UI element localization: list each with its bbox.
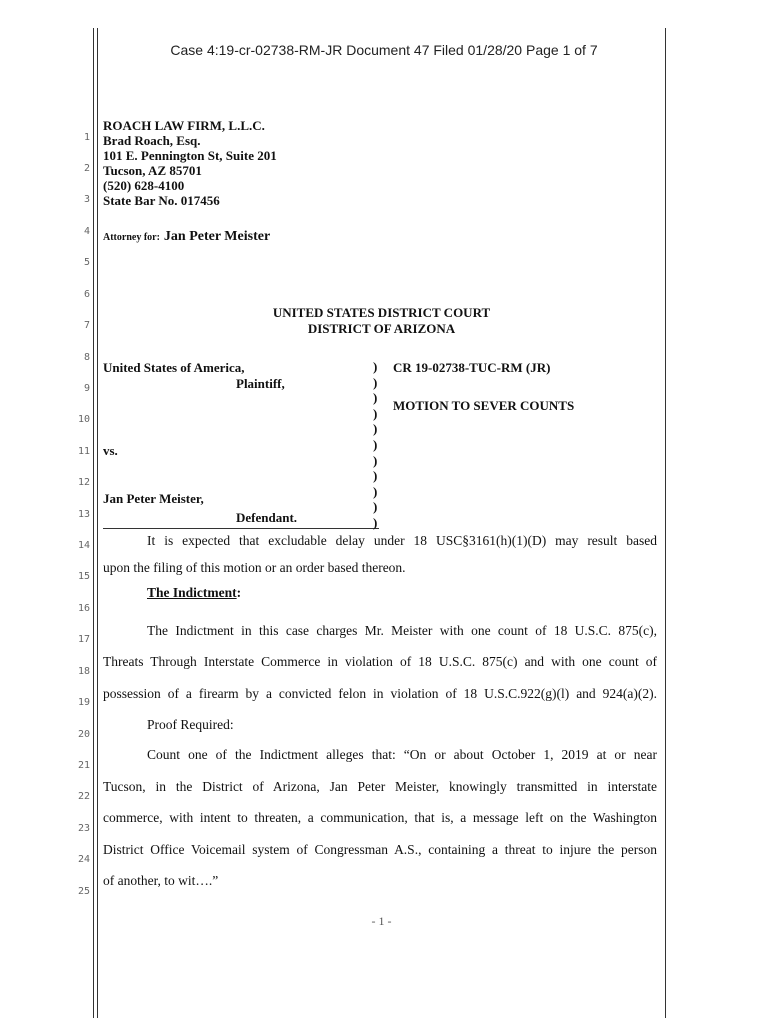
court-title xyxy=(98,305,665,337)
line-number: 3 xyxy=(83,194,90,205)
indictment-line-1: The Indictment in this case charges Mr. Meister with one count of 18 U.S.C. 875(c), xyxy=(147,623,657,638)
left-margin-rule-outer xyxy=(93,28,94,1018)
count-one-line-2: Tucson, in the District of Arizona, Jan Peter Meister, knowingly transmitted in interstate xyxy=(103,779,657,794)
line-number: 13 xyxy=(77,509,90,520)
indictment-heading-text: The Indictment xyxy=(147,585,237,600)
line-number: 14 xyxy=(77,540,90,551)
paren: ) xyxy=(373,405,378,421)
document-title: MOTION TO SEVER COUNTS xyxy=(393,398,575,413)
line-number: 8 xyxy=(83,352,90,363)
caption-parentheses xyxy=(373,359,377,531)
line-number: 4 xyxy=(83,226,90,237)
court-name: UNITED STATES DISTRICT COURT xyxy=(272,305,491,320)
right-margin-rule xyxy=(665,28,666,1018)
paren: ) xyxy=(373,374,378,390)
line-number: 15 xyxy=(77,571,90,582)
excludable-delay-line-2: upon the filing of this motion or an order based thereon. xyxy=(103,560,406,575)
caption-underline xyxy=(103,528,379,529)
count-one-line-5: of another, to wit….” xyxy=(103,873,219,888)
case-number: CR 19-02738-TUC-RM (JR) xyxy=(393,360,551,375)
line-number: 24 xyxy=(77,854,90,865)
line-number: 18 xyxy=(77,666,90,677)
attorney-block xyxy=(103,118,277,208)
case-header-stamp: Case 4:19-cr-02738-RM-JR Document 47 Filed 01/28/20 Page 1 of 7 xyxy=(170,42,598,58)
plaintiff-role: Plaintiff, xyxy=(236,376,285,391)
count-one-line-1: Count one of the Indictment alleges that: “On or about October 1, 2019 at or near xyxy=(147,747,657,762)
line-number: 20 xyxy=(77,729,90,740)
line-number: 1 xyxy=(83,132,90,143)
paren: ) xyxy=(373,452,378,468)
count-one-line-3: commerce, with intent to threaten, a communication, that is, a message left on the Washington xyxy=(103,810,657,825)
city-state-zip: Tucson, AZ 85701 xyxy=(103,163,202,178)
line-number: 7 xyxy=(83,320,90,331)
paren: ) xyxy=(373,359,378,374)
line-number: 21 xyxy=(77,760,90,771)
attorney-name: Brad Roach, Esq. xyxy=(103,133,201,148)
attorney-for-label: Attorney for: xyxy=(103,232,160,243)
line-number: 16 xyxy=(77,603,90,614)
phone-number: (520) 628-4100 xyxy=(103,178,185,193)
indictment-heading-colon: : xyxy=(236,585,242,600)
firm-name: ROACH LAW FIRM, L.L.C. xyxy=(103,118,265,133)
defendant-role: Defendant. xyxy=(236,510,298,525)
versus: vs. xyxy=(103,443,118,458)
line-number: 10 xyxy=(77,414,90,425)
paren: ) xyxy=(373,514,378,530)
paren: ) xyxy=(373,468,378,484)
state-bar-number: State Bar No. 017456 xyxy=(103,193,220,208)
attorney-for-name: Jan Peter Meister xyxy=(163,229,271,244)
line-number: 12 xyxy=(77,477,90,488)
line-number: 17 xyxy=(77,634,90,645)
line-number: 19 xyxy=(77,697,90,708)
left-margin-rule-inner xyxy=(97,28,98,1018)
line-number: 23 xyxy=(77,823,90,834)
line-number: 9 xyxy=(83,383,90,394)
attorney-for xyxy=(103,227,270,245)
line-number: 6 xyxy=(83,289,90,300)
court-district: DISTRICT OF ARIZONA xyxy=(307,321,456,336)
paren: ) xyxy=(373,390,378,406)
line-number: 11 xyxy=(77,446,90,457)
excludable-delay-line-1: It is expected that excludable delay under 18 USC§3161(h)(1)(D) may result based xyxy=(147,533,657,548)
paren: ) xyxy=(373,421,378,437)
street-address: 101 E. Pennington St, Suite 201 xyxy=(103,148,277,163)
indictment-line-2: Threats Through Interstate Commerce in violation of 18 U.S.C. 875(c) and with one count of xyxy=(103,654,657,669)
line-number: 2 xyxy=(83,163,90,174)
line-number: 5 xyxy=(83,257,90,268)
paren: ) xyxy=(373,436,378,452)
indictment-line-3: possession of a firearm by a convicted felon in violation of 18 U.S.C.922(g)(l) and 924(a)(2). xyxy=(103,686,657,701)
indictment-heading xyxy=(147,585,241,601)
line-number: 25 xyxy=(77,886,90,897)
paren: ) xyxy=(373,483,378,499)
page-number: - 1 - xyxy=(371,914,392,928)
defendant-name: Jan Peter Meister, xyxy=(103,491,204,506)
count-one-line-4: District Office Voicemail system of Congressman A.S., containing a threat to injure the person xyxy=(103,842,657,857)
line-number: 22 xyxy=(77,791,90,802)
plaintiff-name: United States of America, xyxy=(103,360,245,375)
paren: ) xyxy=(373,499,378,515)
proof-required: Proof Required: xyxy=(147,717,234,732)
